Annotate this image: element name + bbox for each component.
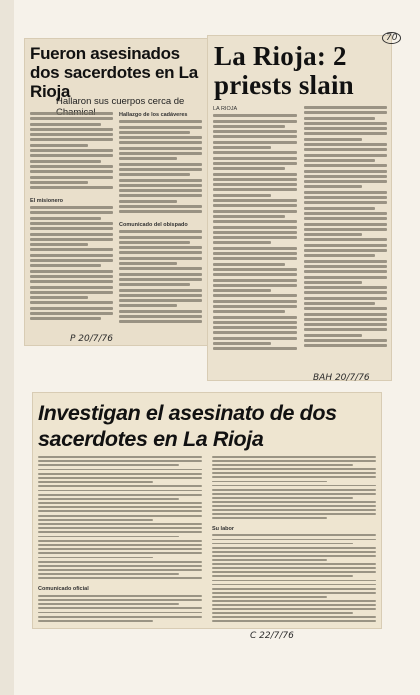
clipping-c-section-heading: Comunicado oficial <box>38 586 89 593</box>
clipping-b-dateline: LA RIOJA <box>213 106 238 112</box>
clipping-a-subhead: Hallaron sus cuerpos cerca de <box>56 96 185 107</box>
handwritten-date-note: BAH 20/7/76 <box>313 373 370 383</box>
clipping-a-section-heading: Comunicado del obispado <box>119 221 188 228</box>
clipping-b-body <box>213 106 387 374</box>
clipping-a-column-2 <box>119 112 202 336</box>
handwritten-date-note: P 20/7/76 <box>70 334 113 344</box>
clipping-a-column-1 <box>30 112 113 336</box>
clipping-b-column-2 <box>304 106 388 374</box>
clipping-a-section-heading: El misionero <box>30 197 64 204</box>
clipping-a-headline: Fueron asesinados dos sacerdotes en La Rioja <box>30 44 198 101</box>
clipping-a-body <box>30 112 202 336</box>
handwritten-date-note: C 22/7/76 <box>250 631 294 641</box>
clipping-b-column-1 <box>213 106 297 374</box>
page-edge <box>0 0 14 695</box>
clipping-c-headline: Investigan el asesinato de dos sacerdotes en La Rioja <box>38 401 337 451</box>
clipping-c-column-1 <box>38 456 202 622</box>
clipping-a-section-heading: Hallazgo de los cadáveres <box>119 112 188 118</box>
clipping-c-body <box>38 456 376 622</box>
clipping-c-column-2 <box>212 456 376 622</box>
clipping-b-headline: La Rioja: 2 priests slain <box>214 41 354 100</box>
clipping-c-section-heading: Su labor <box>212 526 235 533</box>
page-number: 70 <box>382 32 401 44</box>
